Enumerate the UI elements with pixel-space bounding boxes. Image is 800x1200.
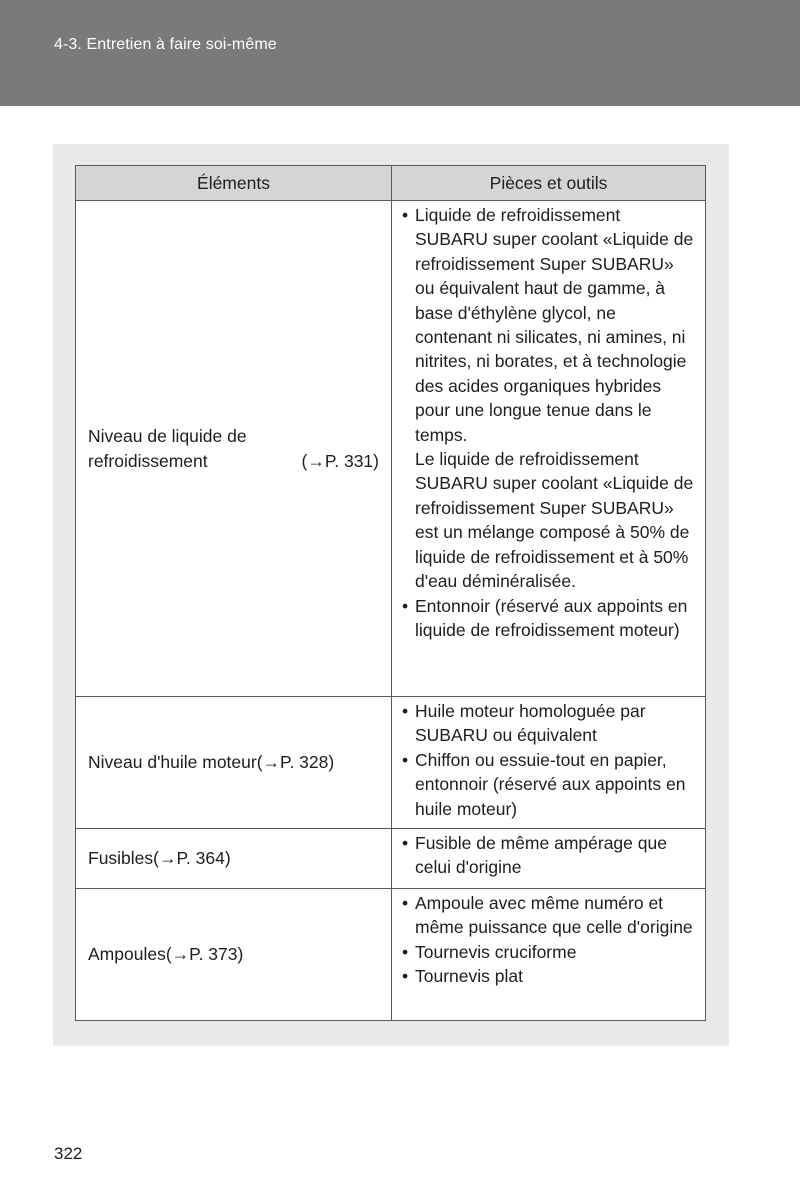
column-header-elements: Éléments [76, 166, 392, 201]
list-item: • Liquide de refroidissement SUBARU super coolant «Liquide de refroidissement Super SUBARU» ou équivalent haut de gamme, à base d'éthylène glycol, ne contenant ni silicates, ni amines, ni nitrites, ni borates, et à technologie des acides organiques hybrides pour une longue tenue dans le temps. [402, 203, 697, 447]
parts-cell [392, 201, 706, 697]
maintenance-items-table [75, 165, 706, 1021]
page-number: 322 [54, 1144, 83, 1163]
list-item: • Tournevis plat [402, 964, 697, 988]
parts-list [402, 891, 697, 989]
table-row [76, 889, 706, 1021]
parts-cell [392, 829, 706, 889]
parts-list [402, 594, 697, 643]
parts-list [402, 831, 697, 880]
list-item: • Ampoule avec même numéro et même puissance que celle d'origine [402, 891, 697, 940]
element-name: Niveau de liquide de [88, 426, 247, 447]
table-row [76, 829, 706, 889]
column-header-parts-tools: Pièces et outils [392, 166, 706, 201]
list-item: • Entonnoir (réservé aux appoints en liquide de refroidissement moteur) [402, 594, 697, 643]
parts-list [402, 203, 697, 447]
chapter-title: 4-3. Entretien à faire soi-même [54, 36, 277, 53]
list-item: • Fusible de même ampérage que celui d'origine [402, 831, 697, 880]
content-panel [53, 144, 729, 1046]
element-cell [76, 201, 392, 697]
list-item: • Tournevis cruciforme [402, 940, 697, 964]
table-header-row [76, 166, 706, 201]
element-name-cont: refroidissement [88, 450, 208, 471]
list-item: • Chiffon ou essuie-tout en papier, entonnoir (réservé aux appoints en huile moteur) [402, 748, 697, 821]
list-item: • Huile moteur homologuée par SUBARU ou équivalent [402, 699, 697, 748]
page-reference: (→P. 331) [301, 450, 379, 471]
parts-cell [392, 889, 706, 1021]
table-row [76, 201, 706, 697]
element-cell: Ampoules(→P. 373) [76, 889, 392, 1021]
element-cell: Niveau d'huile moteur(→P. 328) [76, 697, 392, 829]
chapter-header [0, 0, 800, 106]
element-cell: Fusibles(→P. 364) [76, 829, 392, 889]
table-row [76, 697, 706, 829]
coolant-note: Le liquide de refroidissement SUBARU super coolant «Liquide de refroidissement Super SUBARU» est un mélange composé à 50% de liquide de refroidissement et à 50% d'eau déminéralisée. [415, 449, 694, 592]
parts-list [402, 699, 697, 821]
parts-cell [392, 697, 706, 829]
